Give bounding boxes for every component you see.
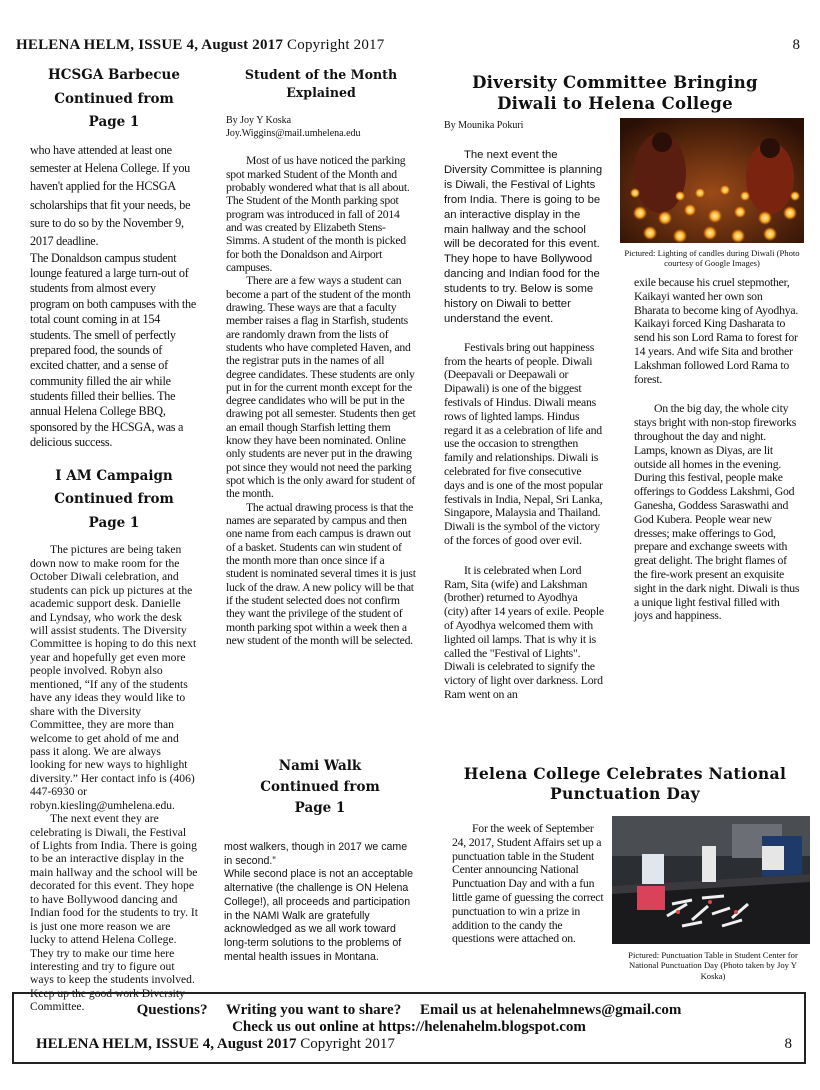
som-heading: Student of the Month Explained <box>244 67 398 100</box>
iam-heading: I AM Campaign Continued from Page 1 <box>54 467 174 531</box>
iam-paragraph: The pictures are being taken down now to make room for the October Diwali celebration, and students can pick up pictures at the academic support desk. Danielle and Lyndsay, who work the desk will assist students. The Diversity Committee is hoping to do this next year and hopefully get even more people involved. Robyn also mentioned, “If any of the students have any ideas they would like to share with the Diversity Committee, they are more than welcome to get ahold of me and pass it along. We are always looking for new ways to highlight diversity.” Her contact info is (406) 447-6930 or robyn.kiesling@umhelena.edu. <box>30 543 197 812</box>
punctuation-heading: Helena College Celebrates National Punctuation Day <box>463 764 787 804</box>
punctuation-image <box>612 816 810 944</box>
nami-paragraph: most walkers, though in 2017 we came in second.” <box>224 840 408 867</box>
footer-issue-title: HELENA HELM, ISSUE 4, August 2017 Copyright 2017 <box>36 1036 395 1052</box>
diwali-heading: Diversity Committee Bringing Diwali to Helena College <box>472 73 758 114</box>
page-header <box>16 37 384 54</box>
som-paragraph: Most of us have noticed the parking spot marked Student of the Month and probably wondered what that is all about. The Student of the Month parking spot program was introduced in fall of 2014 and was created by Elizabeth Stens-Simms. A student of the month is picked for both the Donaldson and Airport campuses. <box>226 154 410 274</box>
page-number: 8 <box>792 37 800 53</box>
column-2 <box>226 66 416 647</box>
bbq-heading: HCSGA Barbecue Continued from Page 1 <box>48 67 180 131</box>
footer-website-line: Check us out online at https://helenahelm.blogspot.com <box>232 1019 586 1035</box>
diwali-column-2 <box>634 276 800 623</box>
diwali-photo-caption: Pictured: Lighting of candles during Diwali (Photo courtesy of Google Images) <box>624 248 800 269</box>
bbq-paragraph: who have attended at least one semester at Helena College. If you haven't applied for the HCSGA scholarships that fit your needs, be sure to do so by the November 9, 2017 deadline. <box>30 142 191 249</box>
column-1 <box>30 64 198 1014</box>
bbq-paragraph: The Donaldson campus student lounge featured a large turn-out of students from almost every program on both campuses with the total count coming in at 154 students. The smell of perfectly prepared food, the sounds of excited chatter, and a sense of community filled the air while students filled their bellies. The annual Helena College BBQ, sponsored by the HCSGA, was a delicious success. <box>30 250 197 450</box>
som-paragraph: The actual drawing process is that the names are separated by campus and then one name from each campus is drawn out of a basket. Students can win student of the month more than once since if a student is nominated several times it is just luck of the draw. A new policy will be that if the student selected does not confirm they want the privilege of the student of month parking spot within a week then a new student of the month will be selected. <box>226 500 416 648</box>
diwali-column-1 <box>444 148 604 702</box>
diwali-paragraph: The next event the Diversity Committee is planning is Diwali, the Festival of Lights from India. There is going to be an interactive display in the main hallway and the school will be decorated for this event. They hope to have Bollywood dancing and Indian food for the students to try. Below is some history on Diwali to better understand the event. <box>444 149 603 325</box>
candles-image <box>620 118 804 243</box>
som-byline: By Joy Y Koska Joy.Wiggins@mail.umhelena.edu <box>226 115 416 140</box>
nami-section <box>224 756 416 965</box>
footer-page-number: 8 <box>784 1036 792 1052</box>
footer-contact-line: Questions? Writing you want to share? Email us at helenahelmnews@gmail.com <box>136 1002 682 1018</box>
punctuation-photo-caption: Pictured: Punctuation Table in Student Center for National Punctuation Day (Photo taken by Joy Y Koska) <box>628 950 798 981</box>
iam-paragraph: The next event they are celebrating is Diwali, the Festival of Lights from India. There is going to be an interactive display in the main hallway and the school will be decorated for this event. They hope to have Bollywood dancing and Indian food for the students to try. It is just one more reason we are lucky to attend Helena College. They try to make our time here interesting and try to figure out ways to keep the students involved. Keep up the good work Diversity Committee. <box>30 812 198 1014</box>
nami-heading: Nami Walk Continued from Page 1 <box>260 758 380 816</box>
punctuation-column <box>452 822 606 946</box>
diwali-paragraph: It is celebrated when Lord Ram, Sita (wife) and Lakshman (brother) returned to Ayodhya (city) after 14 years of exile. People of Ayodhya welcomed them with lighted oil lamps. That is why it is called the "Festival of Lights". Diwali is celebrated to signify the victory of light over darkness. Lord Ram went on an <box>444 562 604 701</box>
diwali-paragraph: exile because his cruel stepmother, Kaikayi wanted her own son Bharata to become king of Ayodhya. Kaikayi forced King Dasharata to send his son Lord Rama to forest for 14 years. And wife Sita and brother Lakshman followed Lord Rama to forest. <box>634 275 799 386</box>
issue-title: HELENA HELM, ISSUE 4, August 2017 <box>16 37 284 53</box>
copyright: Copyright 2017 <box>287 37 385 53</box>
diwali-byline: By Mounika Pokuri <box>444 120 524 131</box>
som-paragraph: There are a few ways a student can become a part of the student of the month drawing. These ways are that a faculty member raises a flag in Starfish, students are randomly drawn from the lists of students who have completed Haven, and the registrar puts in the names of all degree candidates. These students are only put in for the current month except for the degree candidates who will be put in the drawing pot all semester. Students then get an email though Starfish letting them know they have been nominated. Online only students are never put in the drawing pot since they would not need the parking spot which is the only award for student of the month. <box>226 274 416 501</box>
diwali-paragraph: Festivals bring out happiness from the hearts of people. Diwali (Deepavali or Deepawali or Dipawali) is one of the biggest festivals of Hindus. Diwali means rows of lighted lamps. Hindus regard it as a celebration of life and use the occasion to strengthen family and relationships. Diwali is celebrated for five consecutive days and is one of the most popular festivals in India, Nepal, Sri Lanka, Singapore, Malaysia and Thailand. Diwali is the symbol of the victory of the forces of good over evil. <box>444 339 603 548</box>
diwali-paragraph: On the big day, the whole city stays bright with non-stop fireworks throughout the day and night. Lamps, known as Diyas, are lit outside all homes in the evening. During this festival, people make offerings to Goddess Lakshmi, God Ganesha, Goddess Saraswathi and God Kubera. People wear new dresses; make offerings to God, prepare and exchange sweets with great delight. The bright flames of the fire-work present an exquisite sight in the dark night. Diwali is thus a unique light festival filled with joys and happiness. <box>634 401 800 623</box>
punctuation-paragraph: For the week of September 24, 2017, Student Affairs set up a punctuation table in the Student Center announcing National Punctuation Day and with a fun little game of guessing the correct punctuation to win a prize in addition to the candy the questions were attached on. <box>452 821 604 946</box>
nami-paragraph: While second place is not an acceptable alternative (the challenge is ON Helena College!), all proceeds and participation in the NAMI Walk are gratefully acknowledged as we all work toward long-term solutions to the problems of mental health issues in Montana. <box>224 868 414 963</box>
diwali-candles-photo <box>620 118 804 243</box>
footer-box <box>12 992 806 1064</box>
punctuation-table-photo <box>612 816 810 944</box>
som-email: Joy.Wiggins@mail.umhelena.edu <box>226 127 361 139</box>
